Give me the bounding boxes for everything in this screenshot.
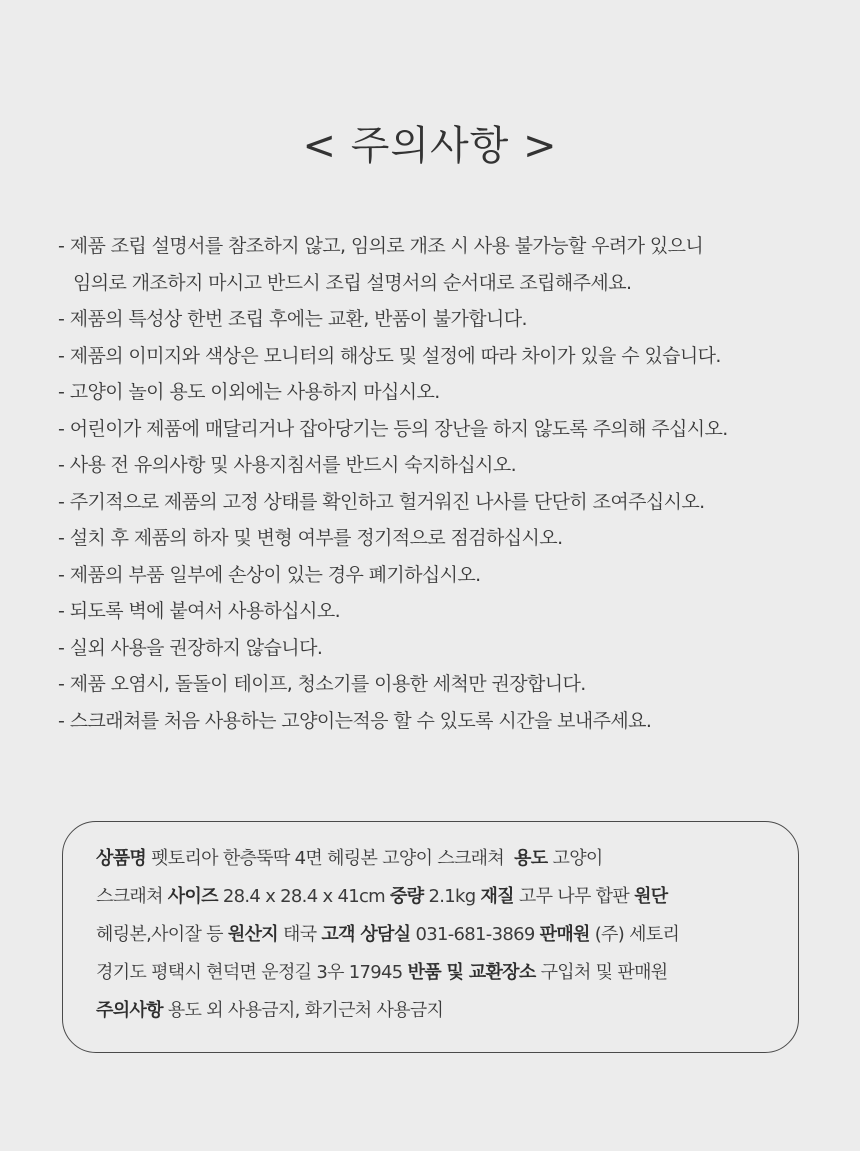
note-item-continued: 임의로 개조하지 마시고 반드시 조립 설명서의 순서대로 조립해주세요.: [73, 271, 632, 294]
note-item: - 스크래쳐를 처음 사용하는 고양이는적응 할 수 있도록 시간을 보내주세요.: [58, 709, 652, 732]
product-info-box: [62, 821, 799, 1053]
note-item: - 사용 전 유의사항 및 사용지침서를 반드시 숙지하십시오.: [58, 454, 517, 476]
info-line-2: [96, 878, 786, 916]
note-item: - 어린이가 제품에 매달리거나 잡아당기는 등의 장난을 하지 않도록 주의해 주십시오.: [58, 417, 728, 440]
info-line-3: [96, 916, 786, 954]
note-item: - 고양이 놀이 용도 이외에는 사용하지 마십시오.: [58, 381, 440, 403]
note-item: - 되도록 벽에 붙여서 사용하십시오.: [58, 600, 341, 622]
material-label: 재질: [480, 886, 514, 907]
note-item: - 제품 오염시, 돌돌이 테이프, 청소기를 이용한 세척만 권장합니다.: [58, 673, 586, 695]
weight-label: 중량: [390, 886, 424, 907]
origin-label: 원산지: [227, 924, 278, 945]
info-line-4: [96, 954, 786, 992]
note-item: - 제품 조립 설명서를 참조하지 않고, 임의로 개조 시 사용 불가능할 우려가 있으니: [58, 235, 704, 257]
fabric-value: 헤링본,사이잘 등: [96, 924, 223, 945]
caution-notes-list: [58, 228, 848, 739]
return-value: 구입처 및 판매원: [540, 962, 668, 983]
fabric-label: 원단: [634, 886, 668, 907]
cs-label: 고객 상담실: [321, 924, 411, 945]
size-label: 사이즈: [167, 886, 218, 907]
note-item: - 제품의 부품 일부에 손상이 있는 경우 폐기하십시오.: [58, 563, 481, 586]
weight-value: 2.1kg: [428, 886, 476, 907]
product-name-value: 펫토리아 한층뚝딱 4면 헤링본 고양이 스크래쳐: [151, 848, 505, 869]
usage-value-part1: 고양이: [552, 848, 603, 869]
product-name-label: 상품명: [96, 848, 147, 869]
material-value: 고무 나무 합판: [518, 886, 630, 907]
return-label: 반품 및 교환장소: [407, 962, 536, 983]
origin-value: 태국: [283, 924, 317, 945]
caution-label: 주의사항: [96, 1000, 163, 1021]
usage-value-part2: 스크래쳐: [96, 886, 163, 907]
seller-value-part1: (주) 세토리: [594, 924, 680, 945]
note-item: - 제품의 특성상 한번 조립 후에는 교환, 반품이 불가합니다.: [58, 308, 527, 330]
caution-value: 용도 외 사용금지, 화기근처 사용금지: [167, 1000, 444, 1021]
product-info-lines: [96, 840, 786, 1030]
size-value: 28.4 x 28.4 x 41cm: [222, 886, 385, 907]
page-title: < 주의사항 >: [302, 123, 558, 169]
note-item: - 주기적으로 제품의 고정 상태를 확인하고 헐거워진 나사를 단단히 조여주십시오.: [58, 490, 705, 513]
cs-phone: 031-681-3869: [415, 924, 535, 945]
info-line-1: [96, 840, 786, 878]
seller-label: 판매원: [539, 924, 590, 945]
note-item: - 실외 사용을 권장하지 않습니다.: [58, 636, 323, 659]
note-item: - 설치 후 제품의 하자 및 변형 여부를 정기적으로 점검하십시오.: [58, 527, 563, 549]
seller-value-part2: 경기도 평택시 현덕면 운정길 3우 17945: [96, 962, 403, 983]
usage-label: 용도: [514, 848, 548, 869]
note-item: - 제품의 이미지와 색상은 모니터의 해상도 및 설정에 따라 차이가 있을 수 있습니다.: [58, 344, 721, 367]
info-line-5: [96, 992, 786, 1030]
